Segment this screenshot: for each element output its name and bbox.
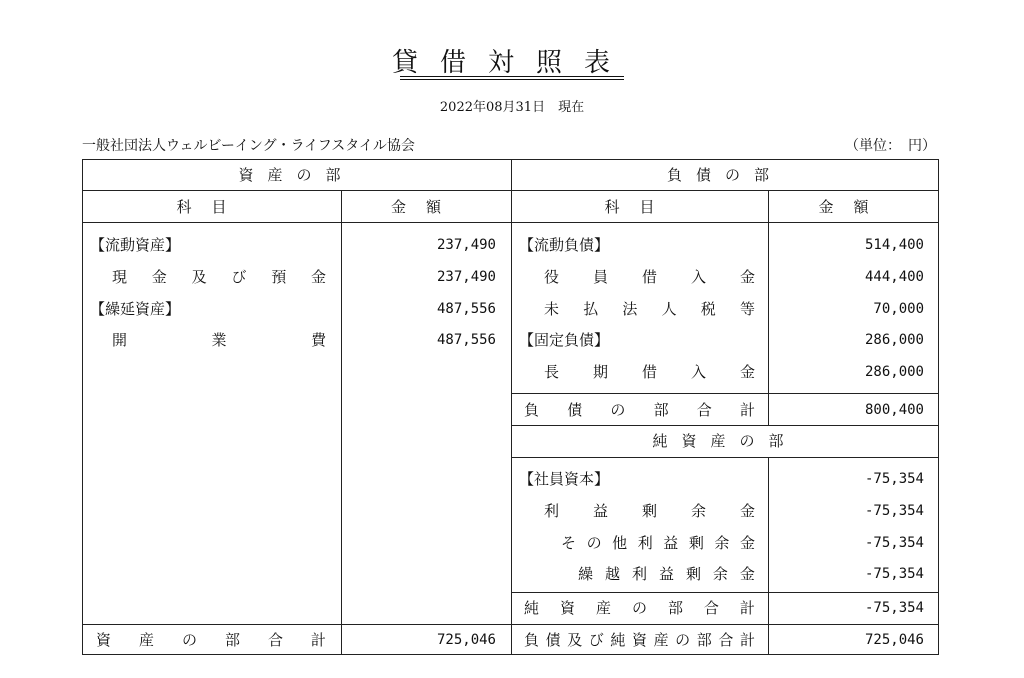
- net-assets-total-label: 純 資 産 の 部 合 計: [524, 599, 755, 617]
- divider: [341, 190, 342, 655]
- liabilities-total-label: 負 債 の 部 合 計: [524, 401, 755, 419]
- liability-item-label: 役 員 借 入 金: [544, 268, 755, 286]
- asset-amount: 487,556: [436, 301, 496, 317]
- liabilities-total-amount: 800,400: [864, 402, 924, 418]
- divider: [82, 190, 939, 191]
- net-assets-item-label: そ の 他 利 益 剰 余 金: [561, 534, 755, 552]
- organization-name: 一般社団法人ウェルビーイング・ライフスタイル協会: [82, 138, 415, 154]
- asset-amount: 487,556: [436, 332, 496, 348]
- divider: [511, 592, 939, 593]
- liabilities-amount-header: 金額: [818, 198, 889, 216]
- liability-amount: 286,000: [864, 332, 924, 348]
- divider: [511, 393, 939, 394]
- assets-amount-header: 金額: [390, 198, 461, 216]
- grand-total-amount: 725,046: [864, 632, 924, 648]
- net-assets-item-label: 利 益 剰 余 金: [544, 502, 755, 520]
- liability-category-label: 【固定負債】: [519, 331, 610, 349]
- report-date: 2022年08月31日 現在: [439, 100, 585, 115]
- divider: [511, 159, 512, 655]
- grand-total-label: 負 債 及 び 純 資 産 の 部 合 計: [524, 631, 755, 649]
- assets-total-amount: 725,046: [436, 632, 496, 648]
- assets-total-label: 資 産 の 部 合 計: [96, 631, 326, 649]
- net-assets-amount: -75,354: [864, 535, 924, 551]
- liability-item-label: 未 払 法 人 税 等: [544, 300, 755, 318]
- divider: [511, 425, 939, 426]
- liability-amount: 70,000: [873, 301, 924, 317]
- net-assets-total-amount: -75,354: [864, 600, 924, 616]
- divider: [511, 457, 939, 458]
- asset-item-label: 現 金 及 び 預 金: [112, 268, 326, 286]
- liability-category-label: 【流動負債】: [519, 236, 610, 254]
- net-assets-item-label: 繰 越 利 益 剰 余 金: [578, 565, 755, 583]
- liability-amount: 444,400: [864, 269, 924, 285]
- liabilities-subject-header: 科目: [604, 198, 675, 216]
- asset-amount: 237,490: [436, 237, 496, 253]
- asset-item-label: 開 業 費: [112, 331, 326, 349]
- title-underline: [400, 76, 624, 82]
- assets-subject-header: 科目: [176, 198, 247, 216]
- document-title: 貸借対照表: [391, 48, 632, 78]
- net-assets-amount: -75,354: [864, 503, 924, 519]
- asset-amount: 237,490: [436, 269, 496, 285]
- net-assets-amount: -75,354: [864, 566, 924, 582]
- divider: [82, 624, 939, 625]
- liability-item-label: 長 期 借 入 金: [544, 363, 755, 381]
- liability-amount: 514,400: [864, 237, 924, 253]
- assets-section-header: 資産の部: [238, 166, 355, 184]
- net-assets-section-header: 純資産の部: [652, 432, 798, 450]
- currency-unit: （単位： 円）: [845, 138, 936, 154]
- liabilities-section-header: 負債の部: [666, 166, 783, 184]
- liability-amount: 286,000: [864, 364, 924, 380]
- asset-category-label: 【繰延資産】: [90, 300, 181, 318]
- asset-category-label: 【流動資産】: [90, 236, 181, 254]
- net-assets-amount: -75,354: [864, 471, 924, 487]
- net-assets-category-label: 【社員資本】: [519, 470, 610, 488]
- divider: [82, 222, 939, 223]
